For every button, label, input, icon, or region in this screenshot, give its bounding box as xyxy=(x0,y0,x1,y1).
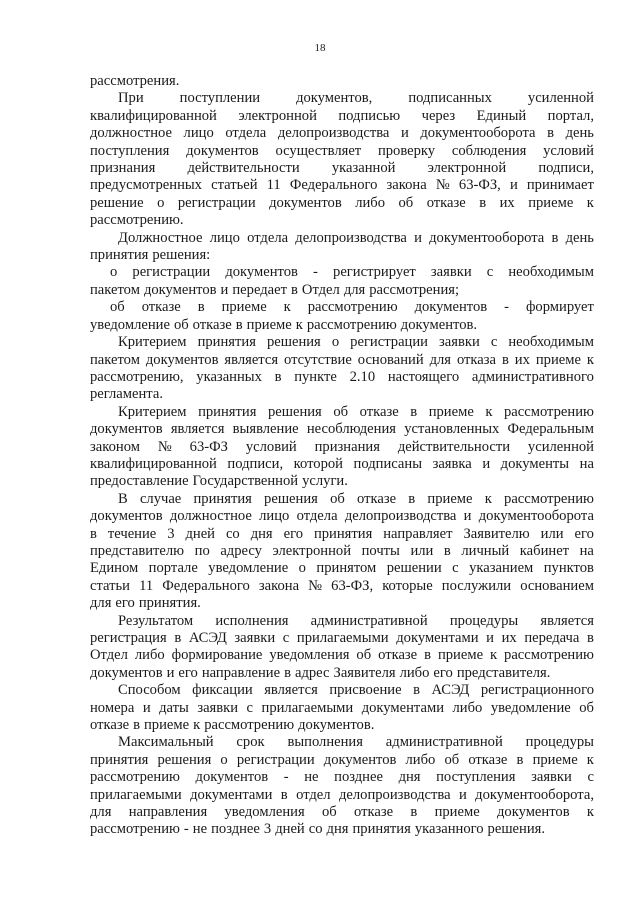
text-line: Результатом исполнения административной процедуры является xyxy=(118,612,594,629)
text-line: предоставление Государственной услуги. xyxy=(90,473,348,490)
text-line: о регистрации документов - регистрирует заявки с необходимым xyxy=(110,264,594,281)
text-line: для направления уведомления об отказе в приеме документов к xyxy=(90,804,594,821)
text-line: регистрация в АСЭД заявки с прилагаемыми документами и их передача в xyxy=(90,630,594,646)
text-line: признания действительности указанной электронной подписи, xyxy=(90,160,594,177)
page-number: 18 xyxy=(314,42,326,54)
document-body xyxy=(90,73,594,839)
text-line: поступления документов осуществляет проверку соблюдения условий xyxy=(90,142,594,159)
text-line: об отказе в приеме к рассмотрению документов - формирует xyxy=(110,299,594,316)
text-line: документов должностное лицо отдела делопроизводства и документооборота xyxy=(90,508,594,525)
paragraph xyxy=(90,264,594,299)
paragraph xyxy=(90,299,594,334)
text-line: Едином портале уведомление о принятом решении с указанием пунктов xyxy=(90,560,594,577)
paragraph xyxy=(90,334,594,404)
paragraph xyxy=(90,73,594,90)
paragraph xyxy=(90,734,594,838)
text-line: уведомление об отказе в приеме к рассмотрению документов. xyxy=(90,316,478,333)
text-line: рассмотрению. xyxy=(90,212,184,229)
text-line: Максимальный срок выполнения административной процедуры xyxy=(118,734,594,751)
paragraph xyxy=(90,613,594,683)
text-line: законом № 63-ФЗ условий признания действительности усиленной xyxy=(90,438,594,455)
text-line: рассмотрению - не позднее 3 дней со дня принятия указанного решения. xyxy=(90,821,546,838)
text-line: пакетом документов и передает в Отдел для рассмотрения; xyxy=(90,281,460,298)
text-line: В случае принятия решения об отказе в приеме к рассмотрению xyxy=(118,490,594,507)
text-line: для его принятия. xyxy=(90,595,201,612)
text-line: Отдел либо формирование уведомления об отказе в приеме к рассмотрению xyxy=(90,647,594,664)
text-line: рассмотрению, указанных в пункте 2.10 настоящего административного xyxy=(90,368,594,385)
text-line: Способом фиксации является присвоение в АСЭД регистрационного xyxy=(118,682,594,699)
text-line: квалифицированной подписи, которой подписаны заявка и документы на xyxy=(90,455,594,472)
text-line: рассмотрению документов - не позднее дня поступления заявки с xyxy=(90,769,594,786)
paragraph xyxy=(90,404,594,491)
text-line: Критерием принятия решения о регистрации заявки с необходимым xyxy=(118,334,594,351)
text-line: принятия решения о регистрации документов либо об отказе в приеме к xyxy=(90,751,594,768)
text-line: Критерием принятия решения об отказе в приеме к рассмотрению xyxy=(118,403,594,420)
text-line: предусмотренных статьей 11 Федерального закона № 63-ФЗ, и принимает xyxy=(90,177,594,194)
text-line: пакетом документов является отсутствие оснований для отказа в их приеме к xyxy=(90,351,594,368)
paragraph xyxy=(90,230,594,265)
text-line: представителю по адресу электронной почты или в личный кабинет на xyxy=(90,542,594,559)
text-line: регламента. xyxy=(90,386,163,403)
text-line: прилагаемыми документами в отдел делопроизводства и документооборота, xyxy=(90,786,594,803)
text-line: рассмотрения. xyxy=(90,73,180,89)
text-line: При поступлении документов, подписанных усиленной xyxy=(118,90,594,107)
text-line: принятия решения: xyxy=(90,247,211,264)
text-line: документов является выявление несоблюдения установленных Федеральным xyxy=(90,421,594,438)
paragraph xyxy=(90,491,594,613)
text-line: решение о регистрации документов либо об отказе в их приеме к xyxy=(90,194,594,211)
text-line: статьи 11 Федерального закона № 63-ФЗ, которые послужили основанием xyxy=(90,577,594,594)
text-line: Должностное лицо отдела делопроизводства и документооборота в день xyxy=(118,229,594,246)
paragraph xyxy=(90,90,594,229)
text-line: номера и даты заявки с прилагаемыми документами либо уведомление об xyxy=(90,699,594,716)
text-line: должностное лицо отдела делопроизводства и документооборота в день xyxy=(90,125,594,142)
text-line: отказе в приеме к рассмотрению документов. xyxy=(90,717,375,734)
paragraph xyxy=(90,682,594,734)
text-line: квалифицированной электронной подписью через Единый портал, xyxy=(90,107,594,124)
text-line: документов и его направление в адрес Заявителя либо его представителя. xyxy=(90,664,551,681)
text-line: в течение 3 дней со дня его принятия направляет Заявителю или его xyxy=(90,525,594,542)
